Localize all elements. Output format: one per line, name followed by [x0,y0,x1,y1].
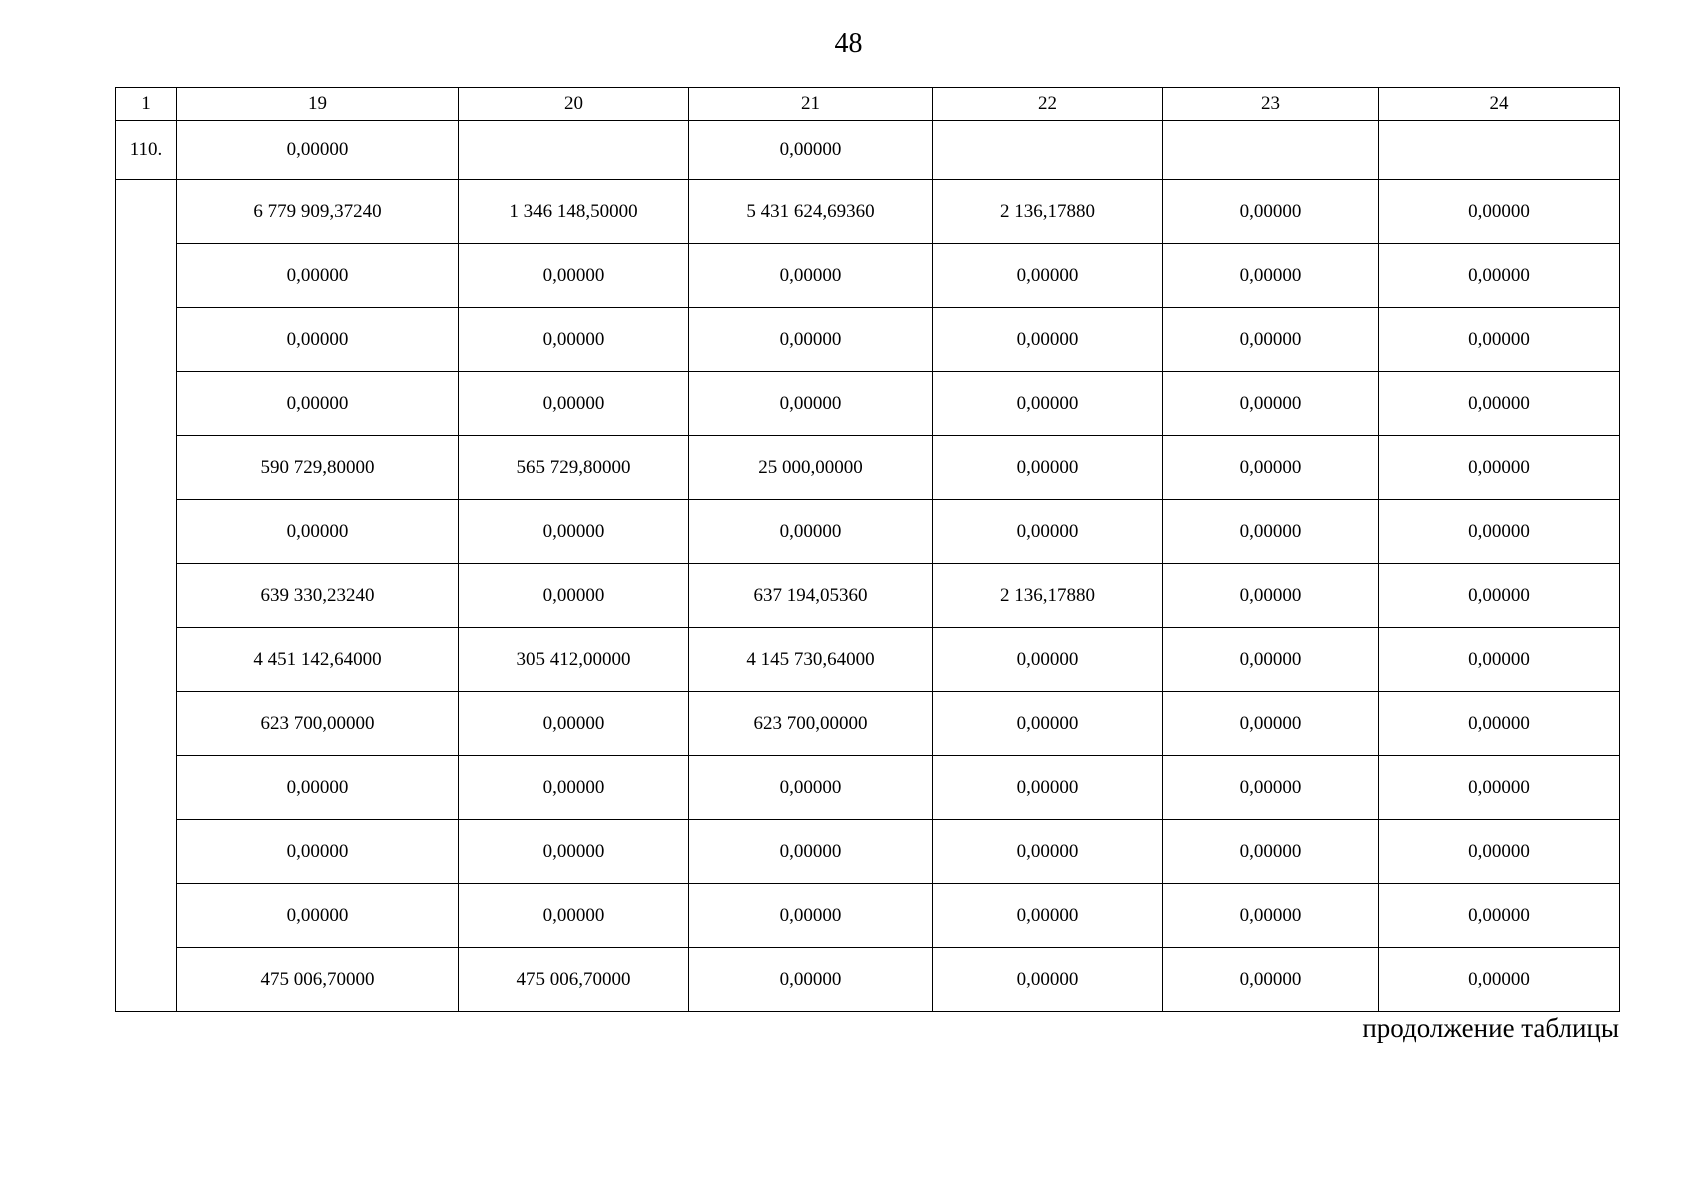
table-cell: 0,00000 [933,436,1163,500]
table-cell: 0,00000 [933,628,1163,692]
table-cell: 305 412,00000 [459,628,689,692]
table-cell: 0,00000 [177,820,459,884]
table-cell: 0,00000 [1163,180,1379,244]
table-cell: 475 006,70000 [459,948,689,1012]
table-cell: 623 700,00000 [689,692,933,756]
table-cell: 0,00000 [1379,436,1620,500]
table-cell: 639 330,23240 [177,564,459,628]
table-cell: 0,00000 [1163,820,1379,884]
table-cell: 0,00000 [459,820,689,884]
table-row [116,948,1620,1012]
table-cell: 0,00000 [1379,820,1620,884]
table-cell: 0,00000 [1379,692,1620,756]
table-row [116,564,1620,628]
table-cell: 0,00000 [933,884,1163,948]
table-cell: 475 006,70000 [177,948,459,1012]
table-cell: 0,00000 [1379,244,1620,308]
table-cell: 0,00000 [689,308,933,372]
table-cell: 0,00000 [689,948,933,1012]
table-cell: 0,00000 [689,756,933,820]
table-cell: 0,00000 [1379,884,1620,948]
table-cell: 0,00000 [1379,756,1620,820]
table-cell: 0,00000 [459,884,689,948]
table-cell: 0,00000 [459,244,689,308]
table-cell: 0,00000 [933,372,1163,436]
table-cell: 6 779 909,37240 [177,180,459,244]
table-row [116,500,1620,564]
table-cell: 623 700,00000 [177,692,459,756]
table-cell: 0,00000 [1163,756,1379,820]
table-cell: 0,00000 [459,692,689,756]
table-cell: 0,00000 [1379,500,1620,564]
table-cell [933,121,1163,180]
row-number-cell: 110. [116,121,177,180]
table-cell: 0,00000 [689,372,933,436]
table-row [116,692,1620,756]
table-cell: 0,00000 [1163,500,1379,564]
merged-row-number-cell [116,180,177,1012]
table-cell: 0,00000 [459,564,689,628]
header-cell: 23 [1163,88,1379,121]
table-cell: 0,00000 [1163,628,1379,692]
header-cell: 21 [689,88,933,121]
table-cell: 637 194,05360 [689,564,933,628]
table-cell: 0,00000 [1379,948,1620,1012]
header-cell: 24 [1379,88,1620,121]
table-cell: 0,00000 [459,372,689,436]
table-cell: 0,00000 [933,692,1163,756]
table-cell [459,121,689,180]
table-cell: 0,00000 [1163,308,1379,372]
table-cell: 0,00000 [1379,308,1620,372]
table-cell: 0,00000 [177,756,459,820]
table-row [116,628,1620,692]
table-cell: 590 729,80000 [177,436,459,500]
table-cell: 0,00000 [933,756,1163,820]
table-row [116,756,1620,820]
table-cell: 0,00000 [1163,948,1379,1012]
table-row [116,244,1620,308]
table-cell: 0,00000 [459,756,689,820]
table-cell: 0,00000 [177,884,459,948]
table-header-row [116,88,1620,121]
table-cell: 2 136,17880 [933,564,1163,628]
table-cell: 0,00000 [689,244,933,308]
table-cell: 0,00000 [933,500,1163,564]
table-cell: 0,00000 [177,372,459,436]
table-row [116,180,1620,244]
table-cell: 0,00000 [933,244,1163,308]
table-cell: 1 346 148,50000 [459,180,689,244]
table-cell: 0,00000 [689,121,933,180]
table-cell: 0,00000 [689,500,933,564]
table-cell: 2 136,17880 [933,180,1163,244]
table-cell: 25 000,00000 [689,436,933,500]
table-cell: 565 729,80000 [459,436,689,500]
header-cell: 1 [116,88,177,121]
table-cell: 0,00000 [177,500,459,564]
table-cell: 0,00000 [933,820,1163,884]
table-cell [1379,121,1620,180]
header-cell: 20 [459,88,689,121]
table-cell: 0,00000 [1379,180,1620,244]
table-cell: 0,00000 [1163,692,1379,756]
table-row [116,820,1620,884]
table-cell: 0,00000 [1379,372,1620,436]
table-cell: 0,00000 [1163,372,1379,436]
table-cell: 4 145 730,64000 [689,628,933,692]
table-cell: 5 431 624,69360 [689,180,933,244]
table-cell: 0,00000 [689,820,933,884]
table-cell: 0,00000 [459,308,689,372]
table-cell: 0,00000 [933,948,1163,1012]
data-table [115,87,1620,1012]
table-cell: 4 451 142,64000 [177,628,459,692]
table-row [116,884,1620,948]
table-cell: 0,00000 [933,308,1163,372]
table-cell: 0,00000 [177,121,459,180]
table-row [116,121,1620,180]
table-row [116,372,1620,436]
table-cell: 0,00000 [1379,628,1620,692]
header-cell: 22 [933,88,1163,121]
table-cell: 0,00000 [1163,884,1379,948]
table-cell: 0,00000 [1163,564,1379,628]
table-cell: 0,00000 [177,244,459,308]
table-row [116,308,1620,372]
table-row [116,436,1620,500]
page-number: 48 [834,28,863,59]
table-cell: 0,00000 [689,884,933,948]
table-cell: 0,00000 [1163,436,1379,500]
table-cell: 0,00000 [177,308,459,372]
table-cell: 0,00000 [459,500,689,564]
header-cell: 19 [177,88,459,121]
table-cell: 0,00000 [1163,244,1379,308]
table-continuation-caption: продолжение таблицы [1362,1013,1619,1043]
table-cell: 0,00000 [1379,564,1620,628]
table-cell [1163,121,1379,180]
